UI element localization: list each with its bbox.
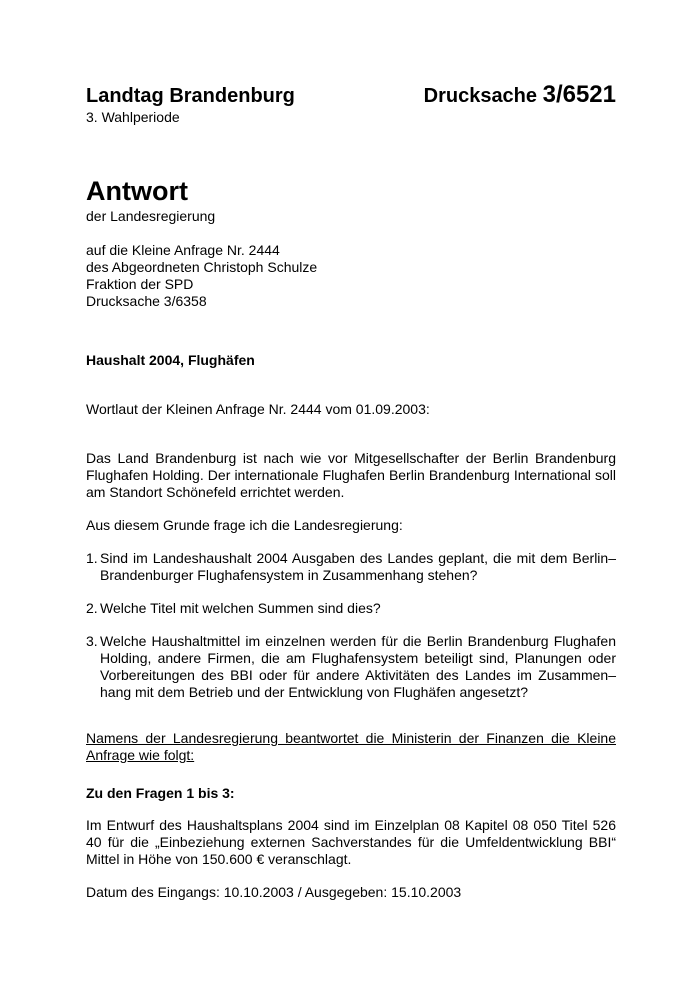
date-line: Datum des Eingangs: 10.10.2003 / Ausgegeben: 15.10.2003 (86, 884, 462, 900)
document-header (86, 81, 616, 108)
question-number: 2. (86, 600, 98, 616)
question-item (86, 550, 616, 584)
question-number: 3. (86, 633, 98, 649)
ask-line: Aus diesem Grunde frage ich die Landesregierung: (86, 517, 403, 533)
meta-line: Drucksache 3/6358 (86, 293, 207, 309)
topic-heading: Haushalt 2004, Flughäfen (86, 352, 255, 368)
document-title: Antwort (86, 176, 188, 206)
question-text: Sind im Landeshaushalt 2004 Ausgaben des Landes geplant, die mit dem Berlin–Brandenburger Flughafensystem in Zusammenhang stehen? (100, 550, 616, 583)
answer-heading: Zu den Fragen 1 bis 3: (86, 785, 235, 801)
meta-line: Fraktion der SPD (86, 276, 194, 292)
meta-line: auf die Kleine Anfrage Nr. 2444 (86, 242, 280, 258)
document-subtitle: der Landesregierung (86, 208, 216, 224)
meta-line: des Abgeordneten Christoph Schulze (86, 259, 318, 275)
answer-paragraph: Im Entwurf des Haushaltsplans 2004 sind im Einzelplan 08 Kapitel 08 050 Titel 526 40 für die „Einbeziehung externen Sachverstandes für die Umfeldentwicklung BBI“ Mittel in Höhe von 150.600 € veranschlagt. (86, 817, 616, 867)
question-number: 1. (86, 550, 98, 566)
print-prefix: Drucksache (423, 85, 538, 107)
response-intro: Namens der Landesregierung beantwortet die Ministerin der Finanzen die Kleine Anfrage wie folgt: (86, 730, 616, 763)
print-number-value: 3/6521 (542, 81, 616, 108)
question-text: Welche Titel mit welchen Summen sind dies? (100, 600, 381, 616)
intro-paragraph: Das Land Brandenburg ist nach wie vor Mitgesellschafter der Berlin Brandenburg Flughafen Holding. Der internationale Flughafen Berlin Brandenburg International soll am Standort Schönefeld errichtet werden. (86, 450, 616, 500)
inquiry-meta (86, 242, 616, 310)
question-item (86, 633, 616, 701)
print-number (423, 81, 616, 108)
document-page (86, 81, 616, 901)
wording-line: Wortlaut der Kleinen Anfrage Nr. 2444 vom 01.09.2003: (86, 401, 430, 417)
parliament-name: Landtag Brandenburg (86, 85, 295, 107)
question-text: Welche Haushaltmittel im einzelnen werden für die Berlin Brandenburg Flughafen Holding, andere Firmen, die am Flughafensystem beteiligt sind, Planungen oder Vorbereitungen des BBI oder für andere Aktivitäten des Landes im Zusammen–hang mit dem Betrieb und der Entwicklung von Flughäfen angesetzt? (100, 633, 616, 700)
legislative-period: 3. Wahlperiode (86, 109, 180, 125)
question-item (86, 600, 616, 617)
